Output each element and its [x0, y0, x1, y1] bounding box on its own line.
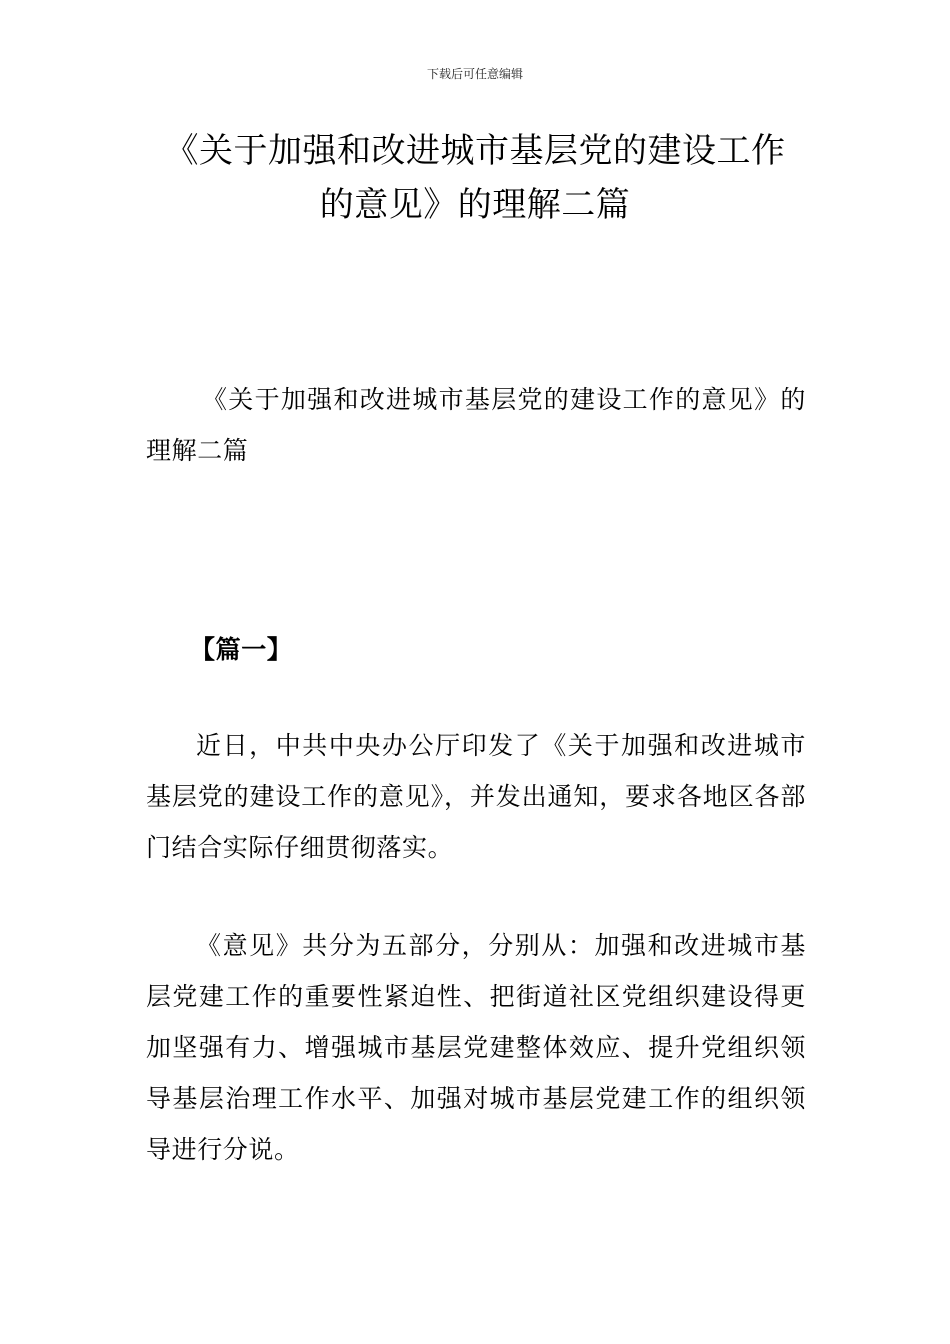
- document-title: 《关于加强和改进城市基层党的建设工作的意见》的理解二篇: [164, 131, 786, 225]
- header-note: 下载后可任意编辑: [426, 67, 523, 81]
- section-label: 【篇一】: [190, 635, 293, 664]
- subtitle-paragraph: 《关于加强和改进城市基层党的建设工作的意见》的理解二篇: [146, 385, 806, 465]
- body-paragraph-1: 近日，中共中央办公厅印发了《关于加强和改进城市基层党的建设工作的意见》，并发出通知，要求各地区各部门结合实际仔细贯彻落实。: [146, 731, 806, 862]
- body-paragraph-2: 《意见》共分为五部分，分别从：加强和改进城市基层党建工作的重要性紧迫性、把街道社区党组织建设得更加坚强有力、增强城市基层党建整体效应、提升党组织领导基层治理工作水平、加强对城市基层党建工作的组织领导进行分说。: [146, 931, 806, 1164]
